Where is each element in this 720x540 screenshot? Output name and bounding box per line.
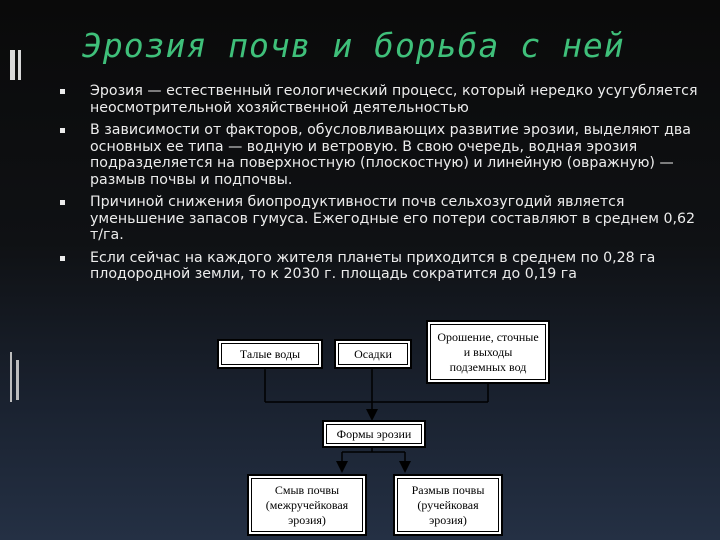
box-soil-erosion: Размыв почвы (ручейковая эрозия) (393, 474, 503, 536)
box-soil-wash: Смыв почвы (межручейковая эрозия) (247, 474, 367, 536)
box-erosion-forms: Формы эрозии (322, 420, 426, 448)
bullet-item: Если сейчас на каждого жителя планеты приходится в среднем по 0,28 га плодородной земли, то к 2030 г. площадь сократится до 0,19 га (60, 250, 700, 283)
bullet-item: Эрозия — естественный геологический процесс, который нередко усугубляется неосмотрительной хозяйственной деятельностью (60, 83, 700, 116)
box-precipitation: Осадки (334, 339, 412, 369)
box-irrigation: Орошение, сточные и выходы подземных вод (426, 320, 550, 384)
bullet-item: Причиной снижения биопродуктивности почв сельхозугодий является уменьшение запасов гумуса. Ежегодные его потери составляют в среднем 0,62 т/га. (60, 194, 700, 244)
bullet-item: В зависимости от факторов, обусловливающих развитие эрозии, выделяют два основных ее типа — водную и ветровую. В свою очередь, водная эрозия подразделяется на поверхностную (плоскостную) и линейную (овражную) — размыв почвы и подпочвы. (60, 122, 700, 188)
slide-title: Эрозия почв и борьба с ней (82, 26, 625, 65)
box-melt-water: Талые воды (217, 339, 323, 369)
